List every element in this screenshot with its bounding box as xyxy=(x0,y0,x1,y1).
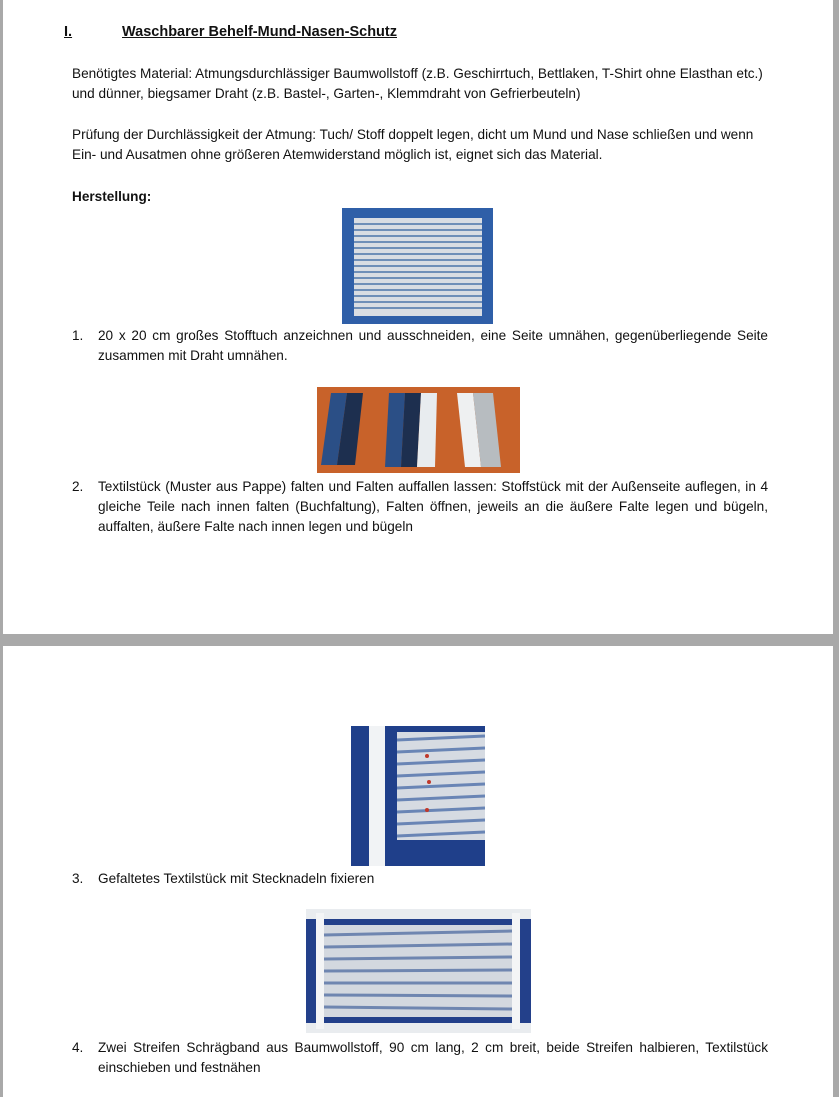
step-number: 4. xyxy=(72,1040,84,1055)
material-paragraph: Benötigtes Material: Atmungsdurchlässiger Baumwollstoff (z.B. Geschirrtuch, Bettlaken, T-Shirt ohne Elasthan etc.) und dünner, biegsamer Draht (z.B. Bastel-, Garten-, Klemmdraht von Gefrierbeuteln) xyxy=(72,66,763,101)
breathability-test-paragraph: Prüfung der Durchlässigkeit der Atmung: Tuch/ Stoff doppelt legen, dicht um Mund und Nase schließen und wenn Ein- und Ausatmen ohne größeren Atemwiderstand möglich ist, eignet sich das Material. xyxy=(72,127,754,162)
striped-fabric-photo xyxy=(342,208,493,324)
finished-mask-photo xyxy=(306,909,531,1033)
pinned-fabric-photo xyxy=(351,726,485,866)
step-3 xyxy=(72,869,768,889)
step-text: Textilstück (Muster aus Pappe) falten und Falten auffallen lassen: Stoffstück mit der Außenseite auflegen, in 4 gleiche Teile nach innen falten (Buchfaltung), Falten öffnen, jeweils an die äußere Falte legen und bügeln, auffalten, äußere Falte nach innen legen und bügeln xyxy=(98,479,768,534)
step-1 xyxy=(72,326,768,366)
step-text: Gefaltetes Textilstück mit Stecknadeln fixieren xyxy=(98,871,375,886)
document-page-2 xyxy=(3,646,833,1097)
cardboard-folding-photo xyxy=(317,387,520,473)
step-text: 20 x 20 cm großes Stofftuch anzeichnen und ausschneiden, eine Seite umnähen, gegenüberliegende Seite zusammen mit Draht umnähen. xyxy=(98,328,768,363)
step-text: Zwei Streifen Schrägband aus Baumwollstoff, 90 cm lang, 2 cm breit, beide Streifen halbieren, Textilstück einschieben und festnähen xyxy=(98,1040,768,1075)
step-number: 1. xyxy=(72,328,84,343)
step-number: 3. xyxy=(72,871,84,886)
document-page-1 xyxy=(3,0,833,634)
cut-off-header-line xyxy=(203,0,623,2)
section-title: Waschbarer Behelf-Mund-Nasen-Schutz xyxy=(122,24,397,40)
production-heading: Herstellung: xyxy=(72,189,152,204)
step-2 xyxy=(72,477,768,537)
section-heading xyxy=(64,24,397,40)
section-number: I. xyxy=(64,24,73,40)
step-number: 2. xyxy=(72,479,84,494)
step-4 xyxy=(72,1038,768,1078)
